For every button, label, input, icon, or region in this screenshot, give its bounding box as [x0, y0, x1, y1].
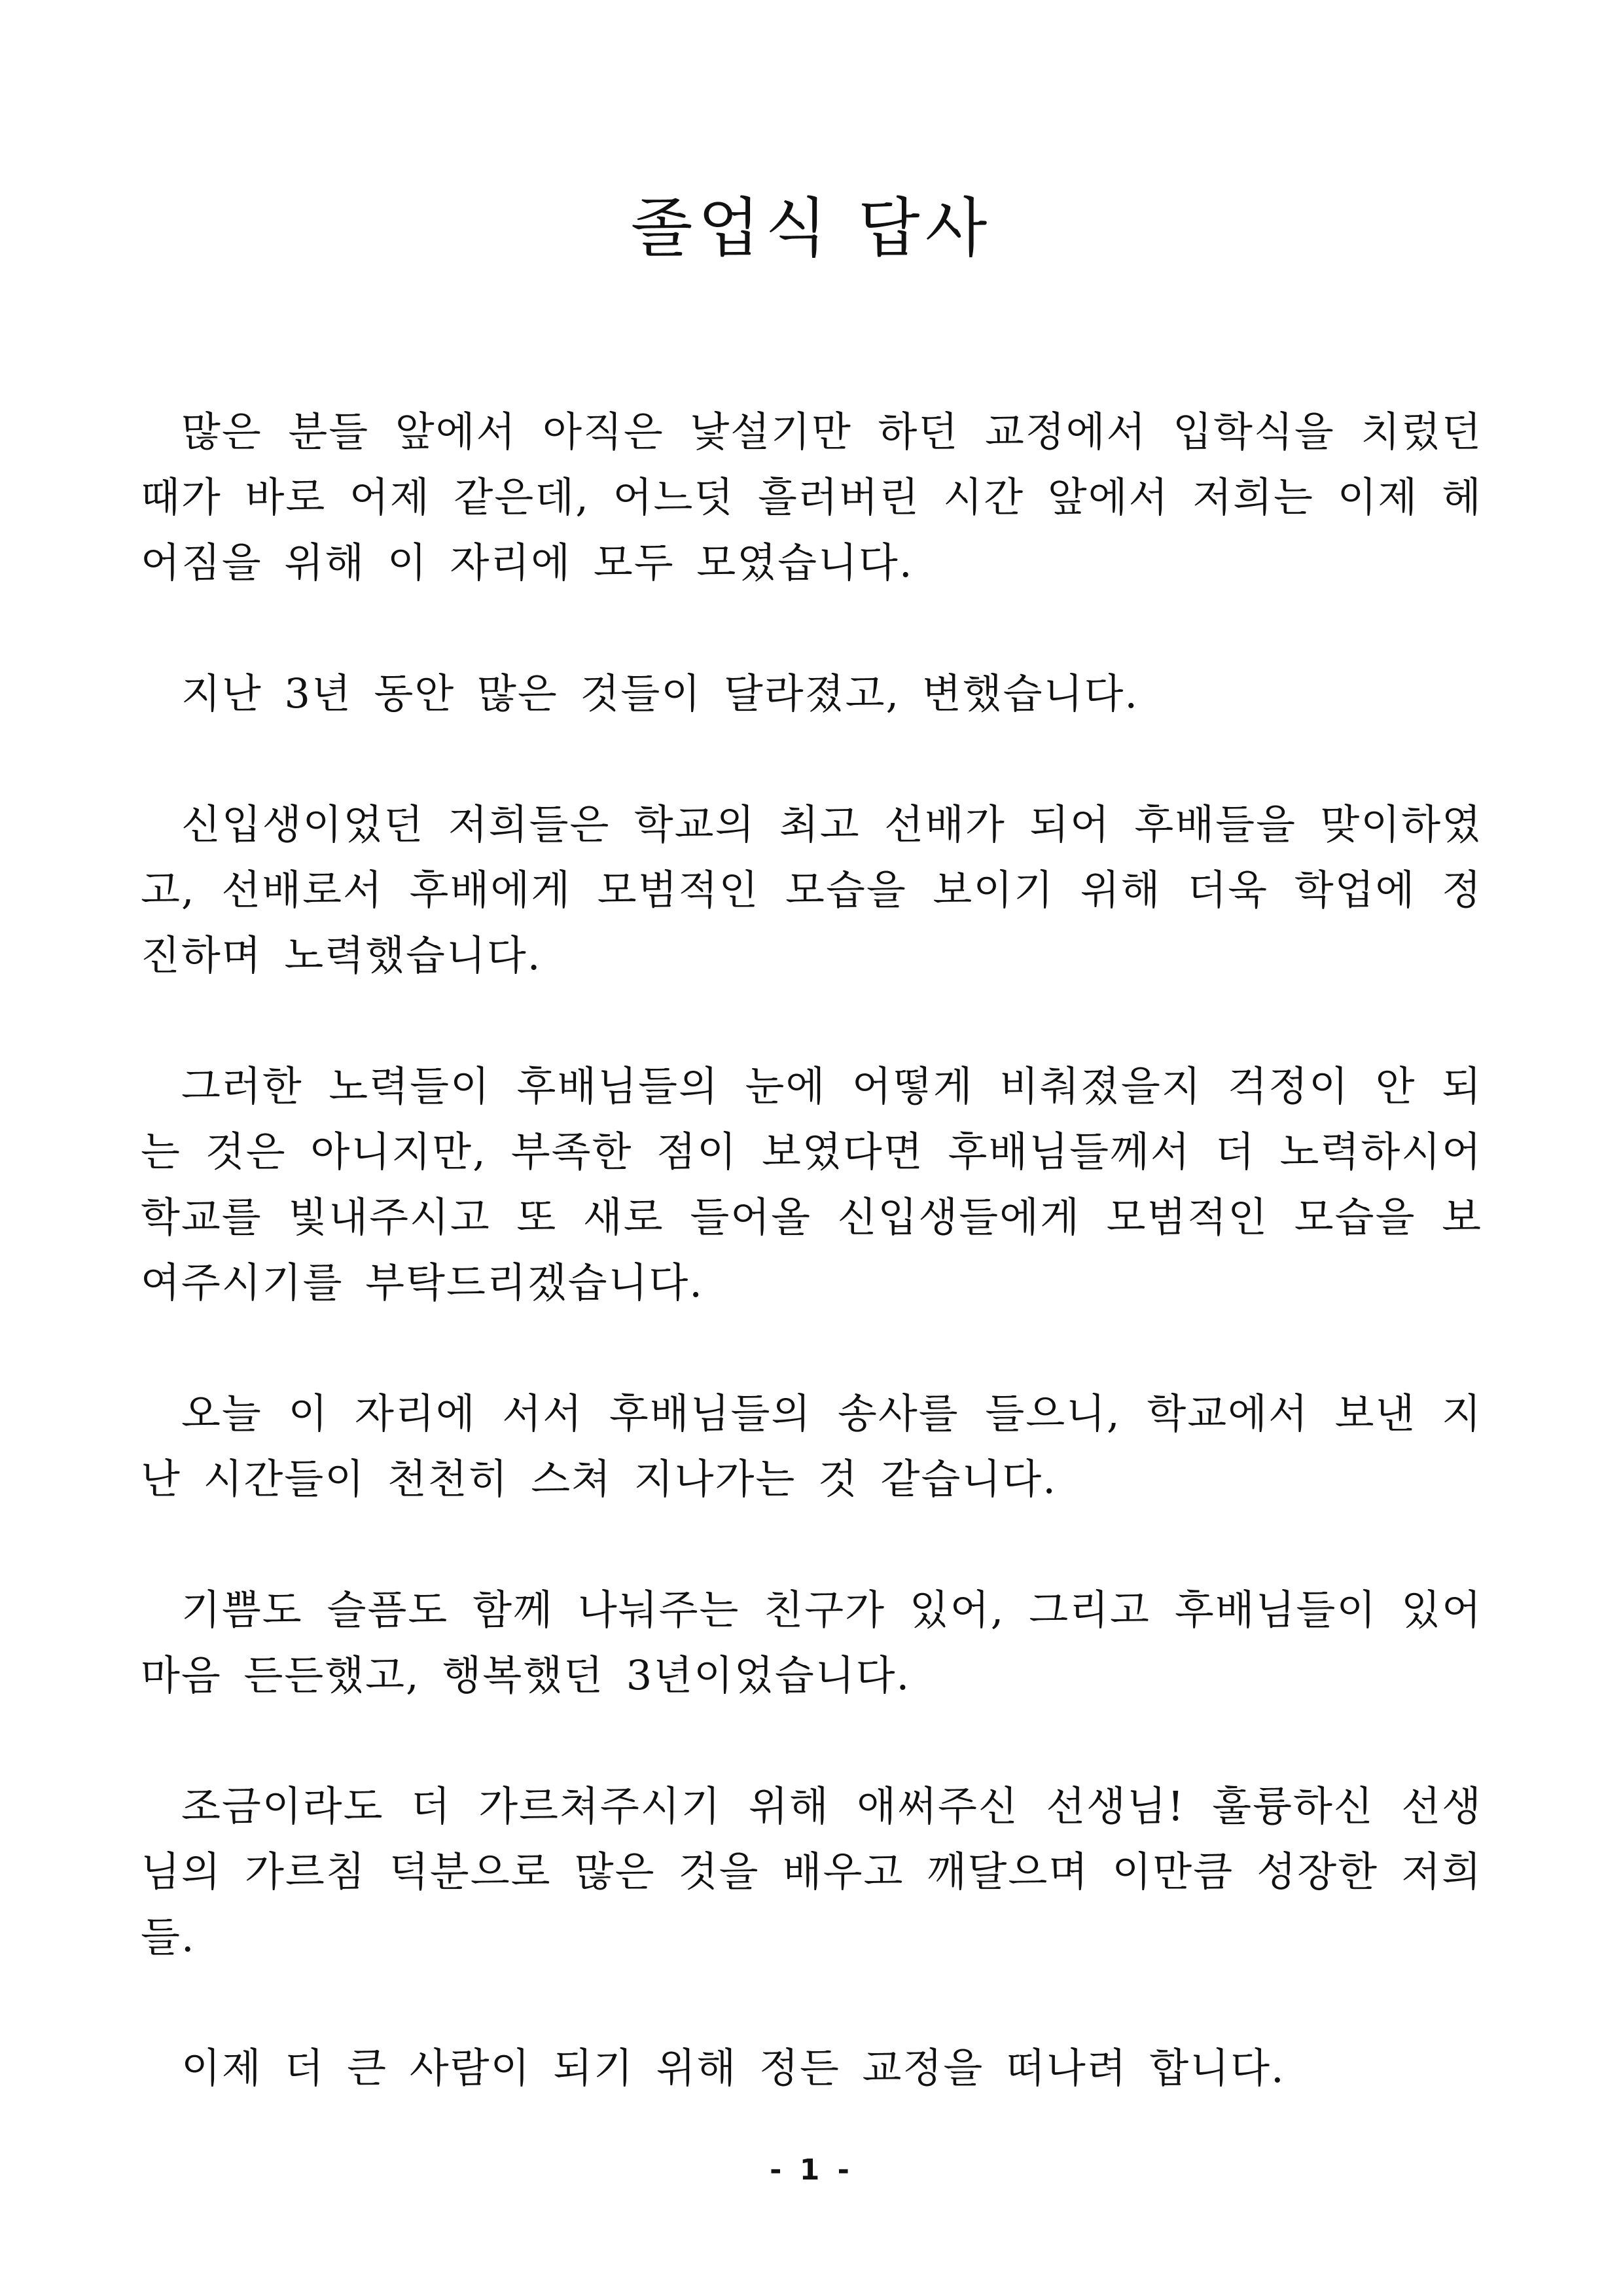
paragraph: 많은 분들 앞에서 아직은 낯설기만 하던 교정에서 입학식을 치렀던 때가 바로 어제 같은데, 어느덧 흘러버린 시간 앞에서 저희는 이제 헤어짐을 위해 이 자리에 모두 모였습니다. — [141, 408, 1482, 586]
document-title: 졸업식 답사 — [630, 191, 993, 266]
paragraph: 조금이라도 더 가르쳐주시기 위해 애써주신 선생님! 훌륭하신 선생님의 가르침 덕분으로 많은 것을 배우고 깨달으며 이만큼 성장한 저희들. — [141, 1782, 1482, 1961]
paragraph: 오늘 이 자리에 서서 후배님들의 송사를 들으니, 학교에서 보낸 지난 시간들이 천천히 스쳐 지나가는 것 같습니다. — [141, 1390, 1482, 1503]
document-body — [141, 399, 1482, 2166]
page-number: - 1 - — [770, 2153, 853, 2187]
paragraph: 이제 더 큰 사람이 되기 위해 정든 교정을 떠나려 합니다. — [181, 2044, 1285, 2092]
paragraph: 신입생이었던 저희들은 학교의 최고 선배가 되어 후배들을 맞이하였고, 선배로서 후배에게 모범적인 모습을 보이기 위해 더욱 학업에 정진하며 노력했습니다. — [141, 800, 1482, 979]
paragraph: 기쁨도 슬픔도 함께 나눠주는 친구가 있어, 그리고 후배님들이 있어 마음 든든했고, 행복했던 3년이었습니다. — [141, 1586, 1482, 1699]
paragraph: 지난 3년 동안 많은 것들이 달라졌고, 변했습니다. — [181, 670, 1139, 717]
paragraph: 그러한 노력들이 후배님들의 눈에 어떻게 비춰졌을지 걱정이 안 되는 것은 아니지만, 부족한 점이 보였다면 후배님들께서 더 노력하시어 학교를 빛내주시고 또 새로 들어올 신입생들에게 모범적인 모습을 보여주시기를 부탁드리겠습니다. — [141, 1062, 1482, 1306]
